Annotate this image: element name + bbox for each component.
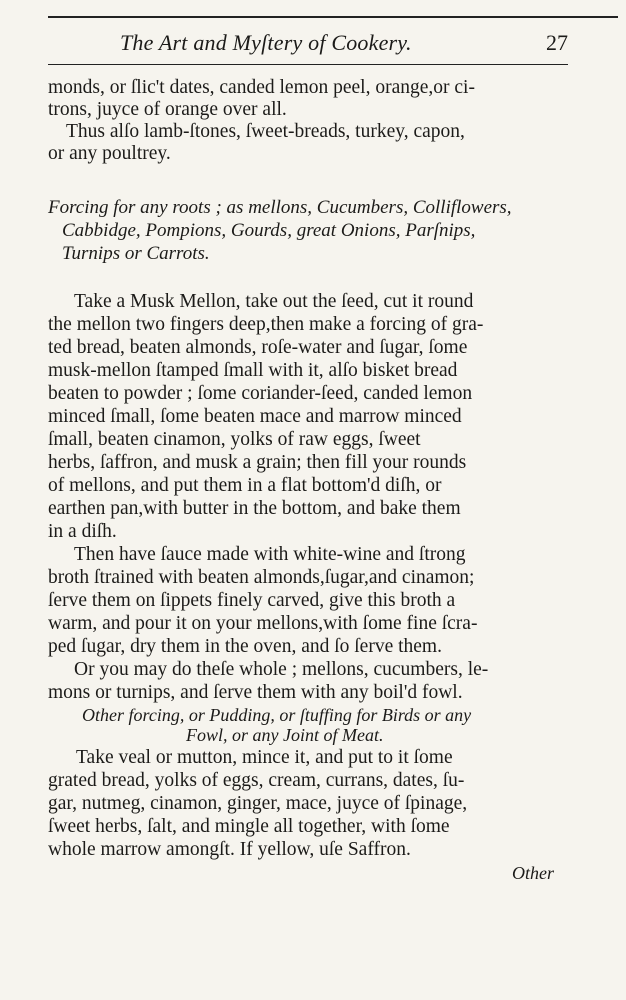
text-line: earthen pan,with butter in the bottom, and bake them: [48, 498, 461, 519]
section-heading: Forcing for any roots ; as mellons, Cucumbers, Colliflowers,: [48, 197, 512, 218]
text-line: of mellons, and put them in a flat bottom'd diſh, or: [48, 475, 442, 496]
text-line: or any poultrey.: [48, 143, 171, 164]
text-line: Or you may do theſe whole ; mellons, cucumbers, le-: [74, 659, 489, 680]
section-heading: Other forcing, or Pudding, or ſtuffing for Birds or any: [82, 705, 472, 725]
header-rule: [48, 64, 568, 65]
text-line: the mellon two fingers deep,then make a forcing of gra-: [48, 314, 484, 335]
text-line: minced ſmall, ſome beaten mace and marrow minced: [48, 406, 462, 427]
catchword: Other: [512, 863, 554, 883]
section-heading: Fowl, or any Joint of Meat.: [186, 725, 384, 745]
text-line: in a diſh.: [48, 521, 117, 542]
text-line: ſmall, beaten cinamon, yolks of raw eggs, ſweet: [48, 429, 421, 450]
text-line: Take veal or mutton, mince it, and put to it ſome: [76, 747, 453, 768]
page-header: [48, 30, 568, 62]
text-line: Take a Musk Mellon, take out the ſeed, cut it round: [74, 291, 474, 312]
text-line: grated bread, yolks of eggs, cream, currans, dates, ſu-: [48, 770, 465, 791]
text-line: musk-mellon ſtamped ſmall with it, alſo bisket bread: [48, 360, 458, 381]
text-line: ſerve them on ſippets finely carved, give this broth a: [48, 590, 456, 611]
text-line: gar, nutmeg, cinamon, ginger, mace, juyce of ſpinage,: [48, 793, 468, 814]
section-heading: Cabbidge, Pompions, Gourds, great Onions, Parſnips,: [62, 220, 476, 241]
text-line: whole marrow amongſt. If yellow, uſe Saffron.: [48, 839, 411, 860]
text-line: ſweet herbs, ſalt, and mingle all together, with ſome: [48, 816, 450, 837]
top-rule: [48, 16, 618, 18]
text-line: monds, or ſlic't dates, canded lemon peel, orange,or ci-: [48, 77, 475, 98]
page-number: 27: [546, 30, 568, 55]
text-line: Thus alſo lamb-ſtones, ſweet-breads, turkey, capon,: [66, 121, 465, 142]
text-line: broth ſtrained with beaten almonds,ſugar,and cinamon;: [48, 567, 475, 588]
text-line: ped ſugar, dry them in the oven, and ſo ſerve them.: [48, 636, 442, 657]
text-line: herbs, ſaffron, and musk a grain; then fill your rounds: [48, 452, 467, 473]
text-line: beaten to powder ; ſome coriander-ſeed, canded lemon: [48, 383, 473, 404]
text-line: ted bread, beaten almonds, roſe-water and ſugar, ſome: [48, 337, 468, 358]
text-line: Then have ſauce made with white-wine and ſtrong: [74, 544, 466, 565]
text-line: warm, and pour it on your mellons,with ſome fine ſcra-: [48, 613, 478, 634]
text-line: mons or turnips, and ſerve them with any boil'd fowl.: [48, 682, 463, 703]
text-line: trons, juyce of orange over all.: [48, 99, 287, 120]
running-title: The Art and Myſtery of Cookery.: [120, 30, 412, 55]
section-heading: Turnips or Carrots.: [62, 243, 210, 264]
